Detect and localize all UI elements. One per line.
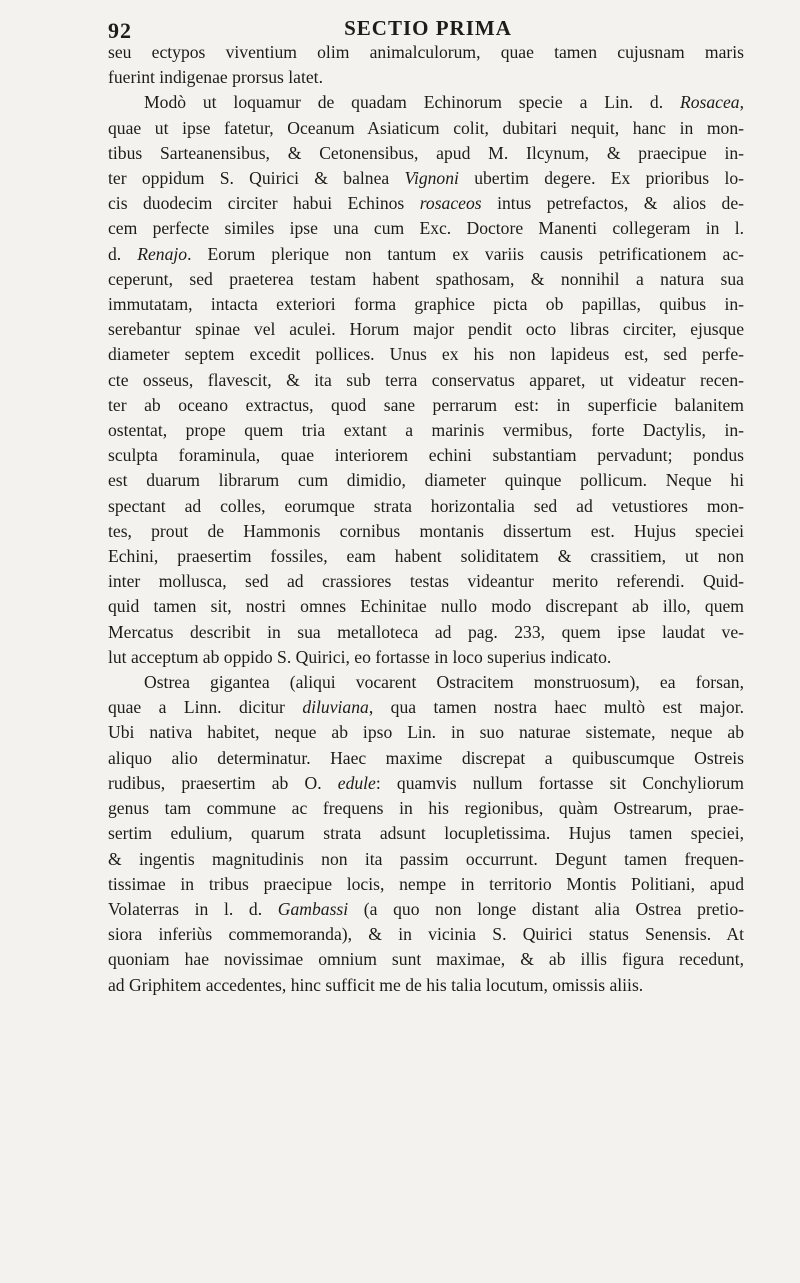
text-line	[108, 267, 744, 292]
text-line	[108, 922, 744, 947]
text-run: ceperunt, sed praeterea testam habent spathosam, & nonnihil a natura sua	[108, 268, 744, 289]
page-header	[108, 12, 748, 42]
text-line	[108, 393, 744, 418]
text-line	[108, 670, 744, 695]
text-run: genus tam commune ac frequens in his regionibus, quàm Ostrearum, prae-	[108, 798, 744, 819]
text-run: Echini, praesertim fossiles, eam habent soliditatem & crassitiem, ut non	[108, 546, 744, 567]
text-run: ,	[739, 92, 744, 113]
italic-term: rosaceos	[419, 193, 482, 214]
text-line	[108, 771, 744, 796]
text-line	[108, 519, 744, 544]
text-run: fuerint indigenae prorsus latet.	[108, 67, 323, 88]
text-run: tes, prout de Hammonis cornibus montanis dissertum est. Hujus speciei	[108, 520, 744, 541]
paragraph-p1	[108, 40, 744, 90]
italic-term: Gambassi	[277, 898, 349, 919]
text-run: cis duodecim circiter habui Echinos	[108, 193, 420, 214]
text-line	[108, 720, 744, 745]
text-run: & ingentis magnitudinis non ita passim occurrunt. Degunt tamen frequen-	[108, 848, 744, 869]
text-line	[108, 847, 744, 872]
text-line	[108, 166, 744, 191]
text-run: cte osseus, flavescit, & ita sub terra conservatus apparet, ut videatur recen-	[108, 369, 744, 390]
text-run: quae a Linn. dicitur	[108, 697, 303, 718]
text-run: quae ut ipse fatetur, Oceanum Asiaticum colit, dubitari nequit, hanc in mon-	[108, 117, 744, 138]
text-run: Ostrea gigantea (aliqui vocarent Ostracitem monstruosum), ea forsan,	[144, 672, 744, 693]
text-run: cem perfecte similes ipse una cum Exc. Doctore Manenti collegeram in l.	[108, 218, 744, 239]
text-run: Mercatus describit in sua metalloteca ad pag. 233, quem ipse laudat ve-	[108, 621, 744, 642]
text-run: lut acceptum ab oppido S. Quirici, eo fortasse in loco superius indicato.	[108, 646, 612, 667]
text-line	[108, 796, 744, 821]
text-line	[108, 645, 744, 670]
italic-term: edule	[337, 772, 376, 793]
italic-term: Renajo	[137, 243, 188, 264]
text-run: (a quo non longe distant alia Ostrea pretio-	[348, 898, 744, 919]
text-line	[108, 368, 744, 393]
text-run: rudibus, praesertim ab O.	[108, 772, 338, 793]
text-line	[108, 821, 744, 846]
text-run: . Eorum plerique non tantum ex variis causis petrificationem ac-	[187, 243, 745, 264]
text-line	[108, 468, 744, 493]
text-line	[108, 947, 744, 972]
italic-term: Rosacea	[679, 92, 740, 113]
text-run: d.	[108, 243, 138, 264]
italic-term: Vignoni	[404, 168, 459, 189]
text-run: ter oppidum S. Quirici & balnea	[108, 168, 405, 189]
text-line	[108, 544, 744, 569]
text-run: spectant ad colles, eorumque strata horizontalia sed ad vetustiores mon-	[108, 495, 744, 516]
text-run: aliquo alio determinatur. Haec maxime discrepat a quibuscumque Ostreis	[108, 747, 744, 768]
text-run: ad Griphitem accedentes, hinc sufficit me de his talia locutum, omissis aliis.	[108, 974, 644, 995]
text-line	[108, 65, 744, 90]
text-line	[108, 973, 744, 998]
text-line	[108, 342, 744, 367]
text-run: diameter septem excedit pollices. Unus ex his non lapideus est, sed perfe-	[108, 344, 744, 365]
text-line	[108, 494, 744, 519]
text-line	[108, 418, 744, 443]
paragraph-p2	[108, 90, 744, 670]
italic-term: diluviana	[302, 697, 369, 718]
text-run: ostentat, prope quem tria extant a marinis vermibus, forte Dactylis, in-	[108, 420, 744, 441]
text-run: sculpta foraminula, quae interiorem echini substantiam pervadunt; pondus	[108, 445, 744, 466]
text-line	[108, 90, 744, 115]
text-run: Ubi nativa habitet, neque ab ipso Lin. in suo naturae sistemate, neque ab	[108, 722, 744, 743]
text-line	[108, 116, 744, 141]
paragraph-p3	[108, 670, 744, 998]
text-run: siora inferiùs commemoranda), & in vicinia S. Quirici status Senensis. At	[108, 924, 744, 945]
text-line	[108, 872, 744, 897]
text-line	[108, 569, 744, 594]
running-head: SECTIO PRIMA	[344, 16, 512, 40]
text-run: quid tamen sit, nostri omnes Echinitae nullo modo discrepant ab illo, quem	[108, 596, 744, 617]
text-line	[108, 292, 744, 317]
text-line	[108, 620, 744, 645]
text-line	[108, 141, 744, 166]
text-line	[108, 40, 744, 65]
text-line	[108, 897, 744, 922]
text-line	[108, 216, 744, 241]
text-line	[108, 594, 744, 619]
page-number: 92	[108, 18, 132, 43]
text-line	[108, 695, 744, 720]
body-text	[108, 40, 744, 998]
text-run: ter ab oceano extractus, quod sane perrarum est: in superficie balanitem	[108, 394, 744, 415]
text-run: : quamvis nullum fortasse sit Conchyliorum	[375, 772, 744, 793]
text-run: inter mollusca, sed ad crassiores testas videantur merito referendi. Quid-	[108, 571, 744, 592]
text-run: , qua tamen nostra haec multò est major.	[368, 697, 744, 718]
text-line	[108, 746, 744, 771]
text-run: est duarum librarum cum dimidio, diameter quinque pollicum. Neque hi	[108, 470, 744, 491]
text-run: sertim edulium, quarum strata adsunt locupletissima. Hujus tamen speciei,	[108, 823, 744, 844]
text-run: tibus Sarteanensibus, & Cetonensibus, apud M. Ilcynum, & praecipue in-	[108, 142, 744, 163]
text-run: tissimae in tribus praecipue locis, nempe in territorio Montis Politiani, apud	[108, 873, 744, 894]
text-run: immutatam, intacta exteriori forma graphice picta ob papillas, quibus in-	[108, 294, 744, 315]
text-run: serebantur spinae vel aculei. Horum major pendit octo libras circiter, ejusque	[108, 319, 744, 340]
text-line	[108, 317, 744, 342]
text-run: quoniam hae novissimae omnium sunt maximae, & ab illis figura recedunt,	[108, 949, 744, 970]
text-line	[108, 443, 744, 468]
text-line	[108, 191, 744, 216]
text-run: intus petrefactos, & alios de-	[481, 193, 744, 214]
text-run: Volaterras in l. d.	[108, 898, 278, 919]
text-run: seu ectypos viventium olim animalculorum, quae tamen cujusnam maris	[108, 42, 744, 62]
text-run: Modò ut loquamur de quadam Echinorum specie a Lin. d.	[144, 92, 680, 113]
text-line	[108, 242, 744, 267]
text-run: ubertim degere. Ex prioribus lo-	[458, 168, 744, 189]
